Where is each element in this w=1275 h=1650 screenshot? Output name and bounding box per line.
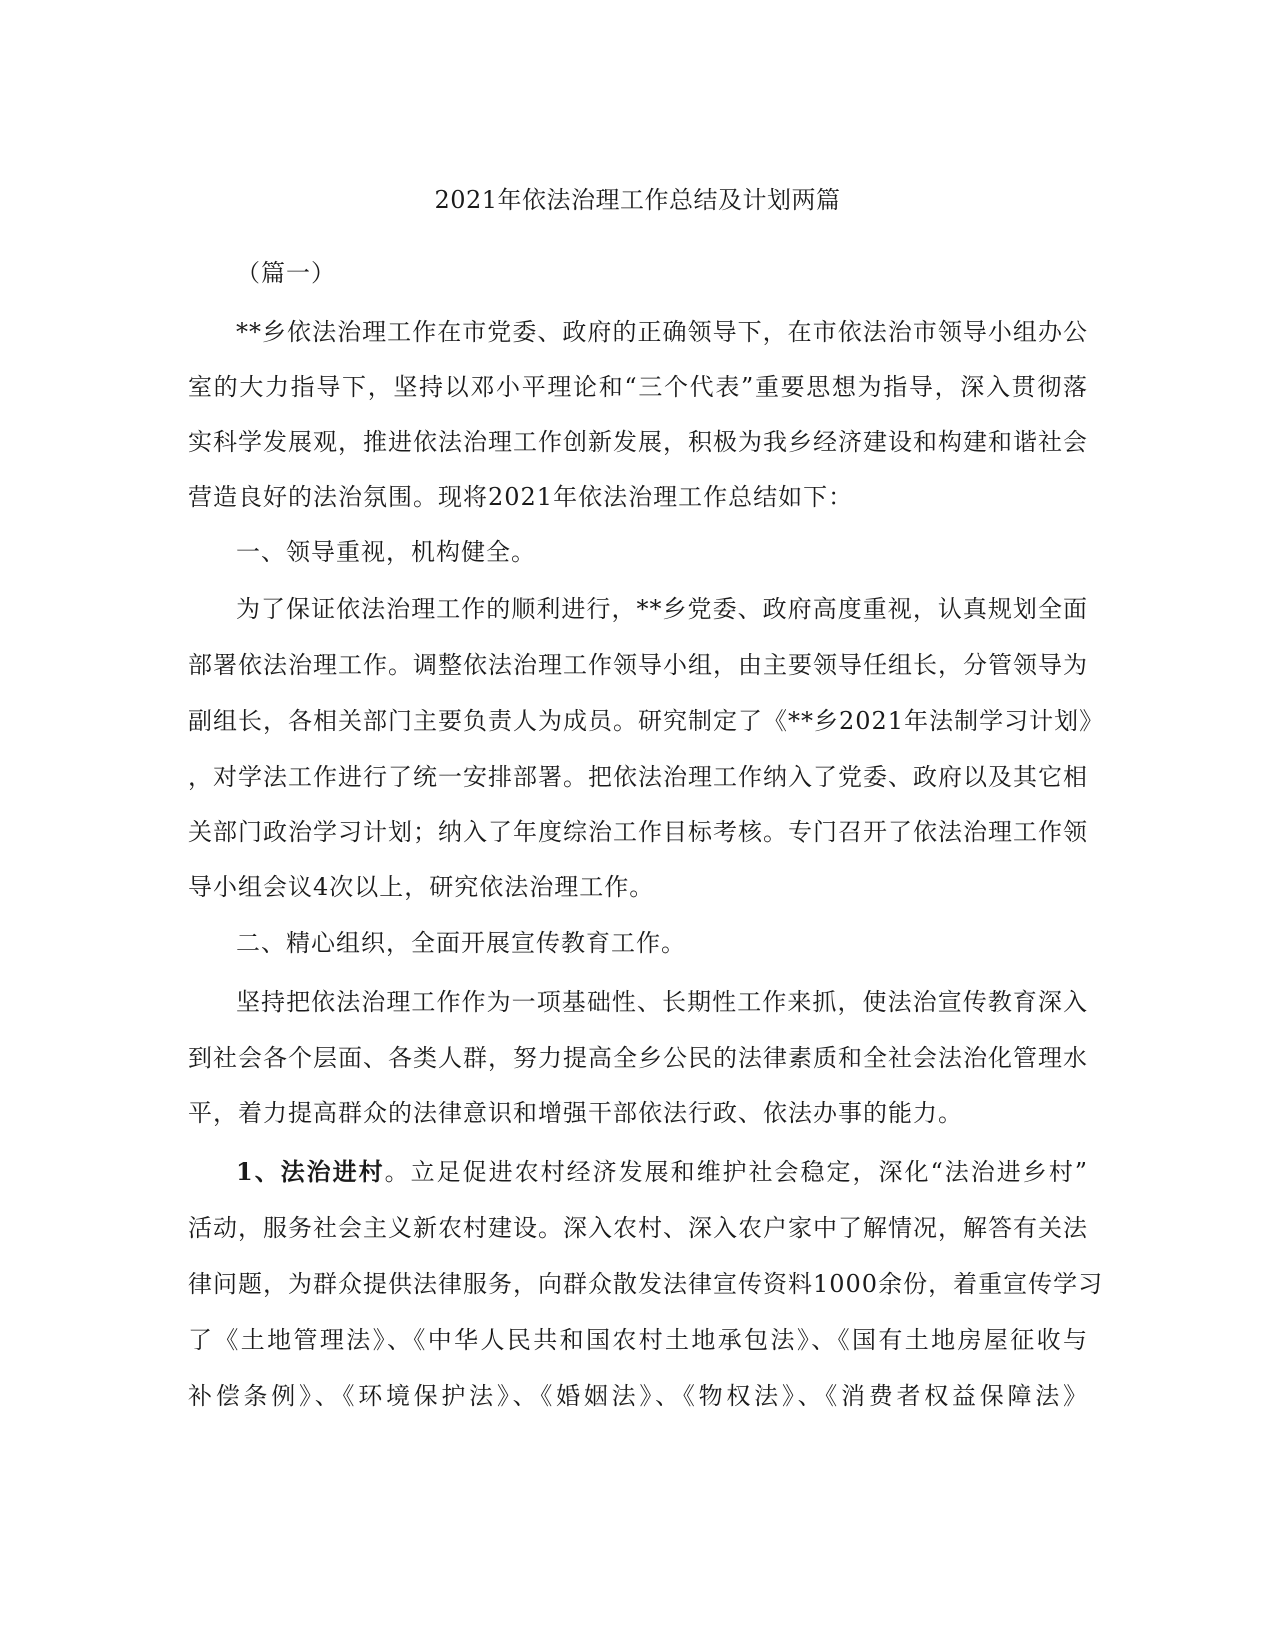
- paragraph-line: 平，着力提高群众的法律意识和增强干部依法行政、依法办事的能力。: [188, 1099, 963, 1127]
- paragraph-line: 副组长，各相关部门主要负责人为成员。研究制定了《**乡2021年法制学习计划》: [188, 707, 1105, 735]
- section-label: （篇一）: [236, 259, 336, 287]
- paragraph-line: 坚持把依法治理工作作为一项基础性、长期性工作来抓，使法治宣传教育深入: [236, 988, 1088, 1016]
- paragraph-line: 关部门政治学习计划；纳入了年度综治工作目标考核。专门召开了依法治理工作领: [188, 818, 1088, 846]
- subsection-lead: 1、法治进村: [236, 1157, 385, 1186]
- paragraph-text: 。立足促进农村经济发展和维护社会稳定，深化“法治进乡村”: [384, 1158, 1088, 1186]
- paragraph-line: 为了保证依法治理工作的顺利进行，**乡党委、政府高度重视，认真规划全面: [236, 595, 1088, 623]
- paragraph-line: 活动，服务社会主义新农村建设。深入农村、深入农户家中了解情况，解答有关法: [188, 1214, 1088, 1242]
- paragraph-line: 到社会各个层面、各类人群，努力提高全乡公民的法律素质和全社会法治化管理水: [188, 1044, 1088, 1072]
- paragraph-line: [236, 1155, 1088, 1189]
- paragraph-line: 导小组会议4次以上，研究依法治理工作。: [188, 873, 655, 901]
- section-heading: 二、精心组织，全面开展宣传教育工作。: [236, 929, 686, 957]
- paragraph-line: 部署依法治理工作。调整依法治理工作领导小组，由主要领导任组长，分管领导为: [188, 651, 1088, 679]
- paragraph-line: **乡依法治理工作在市党委、政府的正确领导下，在市依法治市领导小组办公: [236, 318, 1088, 346]
- section-heading: 一、领导重视，机构健全。: [236, 538, 536, 566]
- paragraph-line: 实科学发展观，推进依法治理工作创新发展，积极为我乡经济建设和构建和谐社会: [188, 428, 1088, 456]
- paragraph-line: 律问题，为群众提供法律服务，向群众散发法律宣传资料1000余份，着重宣传学习: [188, 1270, 1104, 1298]
- paragraph-line: 室的大力指导下，坚持以邓小平理论和“三个代表”重要思想为指导，深入贯彻落: [188, 373, 1088, 401]
- document-title: 2021年依法治理工作总结及计划两篇: [434, 186, 841, 214]
- paragraph-line: ，对学法工作进行了统一安排部署。把依法治理工作纳入了党委、政府以及其它相: [188, 763, 1088, 791]
- paragraph-line: 了《土地管理法》、《中华人民共和国农村土地承包法》、《国有土地房屋征收与: [188, 1326, 1088, 1354]
- paragraph-line: 补偿条例》、《环境保护法》、《婚姻法》、《物权法》、《消费者权益保障法》: [188, 1382, 1088, 1410]
- paragraph-line: 营造良好的法治氛围。现将2021年依法治理工作总结如下：: [188, 483, 854, 511]
